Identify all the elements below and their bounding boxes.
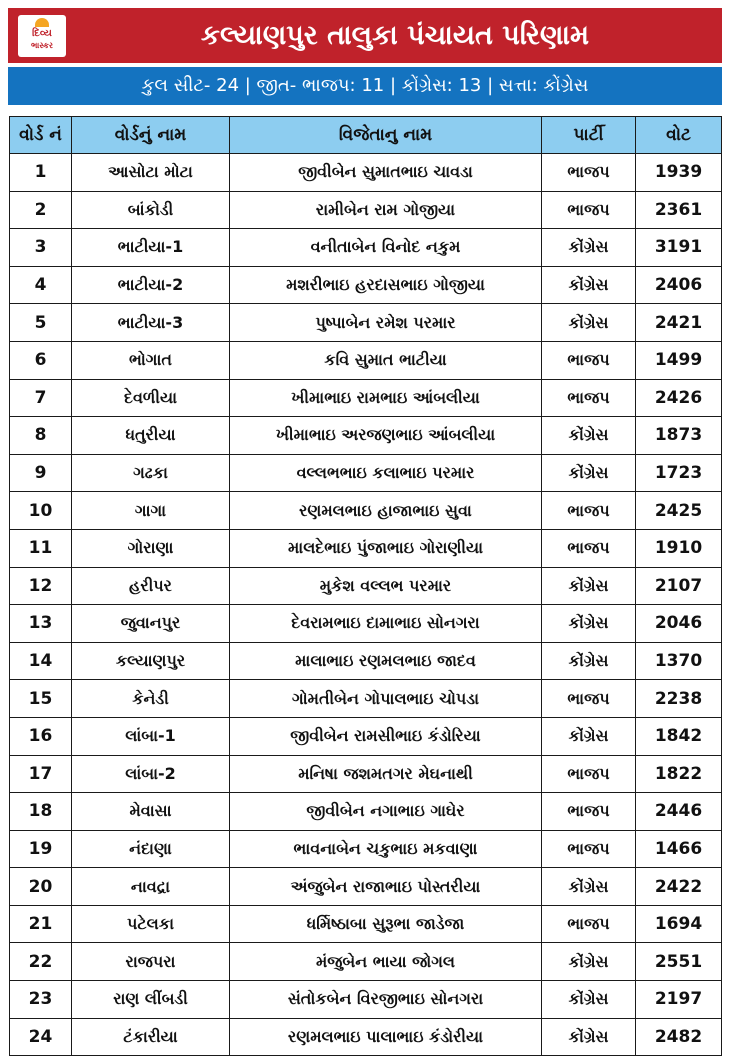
ward-name-cell: પટેલકા: [72, 905, 230, 943]
ward-number-cell: 14: [10, 642, 72, 680]
ward-number-cell: 8: [10, 417, 72, 455]
winner-name-cell: જીવીબેન નગાભાઇ ગાઘેર: [230, 793, 542, 831]
party-cell: કોંગ્રેસ: [542, 266, 636, 304]
ward-name-cell: દેવળીયા: [72, 379, 230, 417]
party-cell: કોંગ્રેસ: [542, 229, 636, 267]
votes-cell: 1723: [636, 454, 722, 492]
votes-cell: 1842: [636, 717, 722, 755]
party-cell: ભાજપ: [542, 793, 636, 831]
winner-name-cell: માલાભાઇ રણમલભાઇ જાદવ: [230, 642, 542, 680]
votes-cell: 1873: [636, 417, 722, 455]
table-row: [10, 266, 722, 304]
votes-cell: 2421: [636, 304, 722, 342]
summary-bar: કુલ સીટ- 24 | જીત- ભાજપ: 11 | કોંગ્રેસ: 13 | સત્તા: કોંગ્રેસ: [8, 67, 722, 105]
ward-name-cell: ધતુરીયા: [72, 417, 230, 455]
table-row: [10, 417, 722, 455]
col-header-ward-name: વોર્ડનું નામ: [72, 117, 230, 154]
winner-name-cell: ભાવનાબેન ચકુભાઇ મકવાણા: [230, 830, 542, 868]
winner-name-cell: રામીબેન રામ ગોજીયા: [230, 191, 542, 229]
winner-name-cell: મનિષા જશમતગર મેઘનાથી: [230, 755, 542, 793]
winner-name-cell: મશરીભાઇ હરદાસભાઇ ગોજીયા: [230, 266, 542, 304]
ward-name-cell: મેવાસા: [72, 793, 230, 831]
winner-name-cell: વનીતાબેન વિનોદ નકુમ: [230, 229, 542, 267]
votes-cell: 2482: [636, 1018, 722, 1056]
ward-number-cell: 5: [10, 304, 72, 342]
table-row: [10, 154, 722, 192]
table-row: [10, 304, 722, 342]
table-row: [10, 454, 722, 492]
ward-number-cell: 17: [10, 755, 72, 793]
logo-text-line2: ભાસ્કર: [30, 41, 54, 50]
ward-number-cell: 7: [10, 379, 72, 417]
winner-name-cell: અંજુબેન રાજાભાઇ પોસ્તરીયા: [230, 868, 542, 906]
table-row: [10, 642, 722, 680]
ward-name-cell: ભાટીયા-1: [72, 229, 230, 267]
votes-cell: 2551: [636, 943, 722, 981]
table-row: [10, 868, 722, 906]
ward-name-cell: બાંકોડી: [72, 191, 230, 229]
party-cell: ભાજપ: [542, 492, 636, 530]
party-cell: કોંગ્રેસ: [542, 567, 636, 605]
ward-name-cell: ટંકારીયા: [72, 1018, 230, 1056]
table-row: [10, 567, 722, 605]
ward-name-cell: નંદાણા: [72, 830, 230, 868]
ward-name-cell: કેનેડી: [72, 680, 230, 718]
party-cell: ભાજપ: [542, 154, 636, 192]
winner-name-cell: કવિ સુમાત ભાટીયા: [230, 341, 542, 379]
ward-name-cell: ગાગા: [72, 492, 230, 530]
party-cell: ભાજપ: [542, 755, 636, 793]
table-row: [10, 905, 722, 943]
title-banner: [8, 8, 722, 63]
party-cell: ભાજપ: [542, 905, 636, 943]
table-row: [10, 529, 722, 567]
table-row: [10, 379, 722, 417]
ward-number-cell: 24: [10, 1018, 72, 1056]
ward-number-cell: 11: [10, 529, 72, 567]
votes-cell: 1499: [636, 341, 722, 379]
ward-number-cell: 4: [10, 266, 72, 304]
col-header-party: પાર્ટી: [542, 117, 636, 154]
ward-number-cell: 2: [10, 191, 72, 229]
table-row: [10, 943, 722, 981]
ward-name-cell: રાણ લીંબડી: [72, 981, 230, 1019]
ward-number-cell: 13: [10, 605, 72, 643]
ward-name-cell: લાંબા-1: [72, 717, 230, 755]
results-table: [9, 116, 722, 1056]
ward-name-cell: ગઢકા: [72, 454, 230, 492]
winner-name-cell: વલ્લભભાઇ કલાભાઇ પરમાર: [230, 454, 542, 492]
winner-name-cell: દેવરામભાઇ દામાભાઇ સોનગરા: [230, 605, 542, 643]
winner-name-cell: પુષ્પાબેન રમેશ પરમાર: [230, 304, 542, 342]
winner-name-cell: રણમલભાઇ હાજાભાઇ સુવા: [230, 492, 542, 530]
table-row: [10, 229, 722, 267]
party-cell: ભાજપ: [542, 680, 636, 718]
table-row: [10, 717, 722, 755]
ward-name-cell: કલ્યાણપુર: [72, 642, 230, 680]
ward-name-cell: લાંબા-2: [72, 755, 230, 793]
party-cell: કોંગ્રેસ: [542, 605, 636, 643]
divya-bhaskar-logo: [18, 15, 66, 57]
party-cell: કોંગ્રેસ: [542, 981, 636, 1019]
ward-number-cell: 9: [10, 454, 72, 492]
table-row: [10, 341, 722, 379]
party-cell: કોંગ્રેસ: [542, 943, 636, 981]
table-row: [10, 830, 722, 868]
votes-cell: 1939: [636, 154, 722, 192]
votes-cell: 2361: [636, 191, 722, 229]
votes-cell: 2426: [636, 379, 722, 417]
logo-text-line1: દિવ્ય: [32, 28, 52, 39]
votes-cell: 2422: [636, 868, 722, 906]
ward-number-cell: 22: [10, 943, 72, 981]
ward-number-cell: 19: [10, 830, 72, 868]
winner-name-cell: ખીમાભાઇ અરજણભાઇ આંબલીયા: [230, 417, 542, 455]
page-title: કલ્યાણપુર તાલુકા પંચાયત પરિણામ: [200, 20, 590, 51]
ward-number-cell: 21: [10, 905, 72, 943]
ward-number-cell: 10: [10, 492, 72, 530]
winner-name-cell: મંજુબેન ભાયા જોગલ: [230, 943, 542, 981]
party-cell: ભાજપ: [542, 379, 636, 417]
ward-name-cell: ભાટીયા-3: [72, 304, 230, 342]
winner-name-cell: મુકેશ વલ્લભ પરમાર: [230, 567, 542, 605]
ward-name-cell: જુવાનપુર: [72, 605, 230, 643]
votes-cell: 1694: [636, 905, 722, 943]
ward-name-cell: ગોરાણા: [72, 529, 230, 567]
votes-cell: 2406: [636, 266, 722, 304]
party-cell: કોંગ્રેસ: [542, 1018, 636, 1056]
ward-number-cell: 15: [10, 680, 72, 718]
ward-number-cell: 12: [10, 567, 72, 605]
winner-name-cell: ખીમાભાઇ રામભાઇ આંબલીયા: [230, 379, 542, 417]
table-row: [10, 605, 722, 643]
ward-number-cell: 6: [10, 341, 72, 379]
table-row: [10, 492, 722, 530]
party-cell: કોંગ્રેસ: [542, 642, 636, 680]
col-header-votes: વોટ: [636, 117, 722, 154]
votes-cell: 2046: [636, 605, 722, 643]
ward-number-cell: 16: [10, 717, 72, 755]
winner-name-cell: માલદેભાઇ પુંજાભાઇ ગોરાણીયા: [230, 529, 542, 567]
votes-cell: 1370: [636, 642, 722, 680]
ward-name-cell: ભાટીયા-2: [72, 266, 230, 304]
party-cell: કોંગ્રેસ: [542, 417, 636, 455]
party-cell: કોંગ્રેસ: [542, 304, 636, 342]
col-header-ward-no: વોર્ડ નં: [10, 117, 72, 154]
party-cell: ભાજપ: [542, 341, 636, 379]
table-row: [10, 755, 722, 793]
ward-number-cell: 23: [10, 981, 72, 1019]
votes-cell: 3191: [636, 229, 722, 267]
winner-name-cell: જીવીબેન રામસીભાઇ કંડોરિયા: [230, 717, 542, 755]
ward-number-cell: 20: [10, 868, 72, 906]
winner-name-cell: સંતોકબેન વિરજીભાઇ સોનગરા: [230, 981, 542, 1019]
party-cell: ભાજપ: [542, 830, 636, 868]
table-row: [10, 1018, 722, 1056]
party-cell: ભાજપ: [542, 529, 636, 567]
table-row: [10, 680, 722, 718]
ward-name-cell: રાજપરા: [72, 943, 230, 981]
ward-number-cell: 3: [10, 229, 72, 267]
table-row: [10, 191, 722, 229]
votes-cell: 2238: [636, 680, 722, 718]
ward-name-cell: આસોટા મોટા: [72, 154, 230, 192]
party-cell: કોંગ્રેસ: [542, 717, 636, 755]
party-cell: કોંગ્રેસ: [542, 868, 636, 906]
ward-number-cell: 1: [10, 154, 72, 192]
votes-cell: 2107: [636, 567, 722, 605]
votes-cell: 2425: [636, 492, 722, 530]
votes-cell: 2197: [636, 981, 722, 1019]
table-row: [10, 981, 722, 1019]
party-cell: ભાજપ: [542, 191, 636, 229]
votes-cell: 1822: [636, 755, 722, 793]
votes-cell: 1910: [636, 529, 722, 567]
winner-name-cell: રણમલભાઇ પાલાભાઇ કંડોરીયા: [230, 1018, 542, 1056]
votes-cell: 2446: [636, 793, 722, 831]
ward-name-cell: નાવદ્રા: [72, 868, 230, 906]
ward-name-cell: ભોગાત: [72, 341, 230, 379]
ward-name-cell: હરીપર: [72, 567, 230, 605]
winner-name-cell: જીવીબેન સુમાતભાઇ ચાવડા: [230, 154, 542, 192]
winner-name-cell: ધર્મિષ્ઠાબા સુરૂભા જાડેજા: [230, 905, 542, 943]
ward-number-cell: 18: [10, 793, 72, 831]
votes-cell: 1466: [636, 830, 722, 868]
winner-name-cell: ગોમતીબેન ગોપાલભાઇ ચોપડા: [230, 680, 542, 718]
col-header-winner-name: વિજેતાનુ નામ: [230, 117, 542, 154]
sun-icon: [35, 18, 49, 27]
table-header-row: [10, 117, 722, 154]
table-row: [10, 793, 722, 831]
party-cell: કોંગ્રેસ: [542, 454, 636, 492]
